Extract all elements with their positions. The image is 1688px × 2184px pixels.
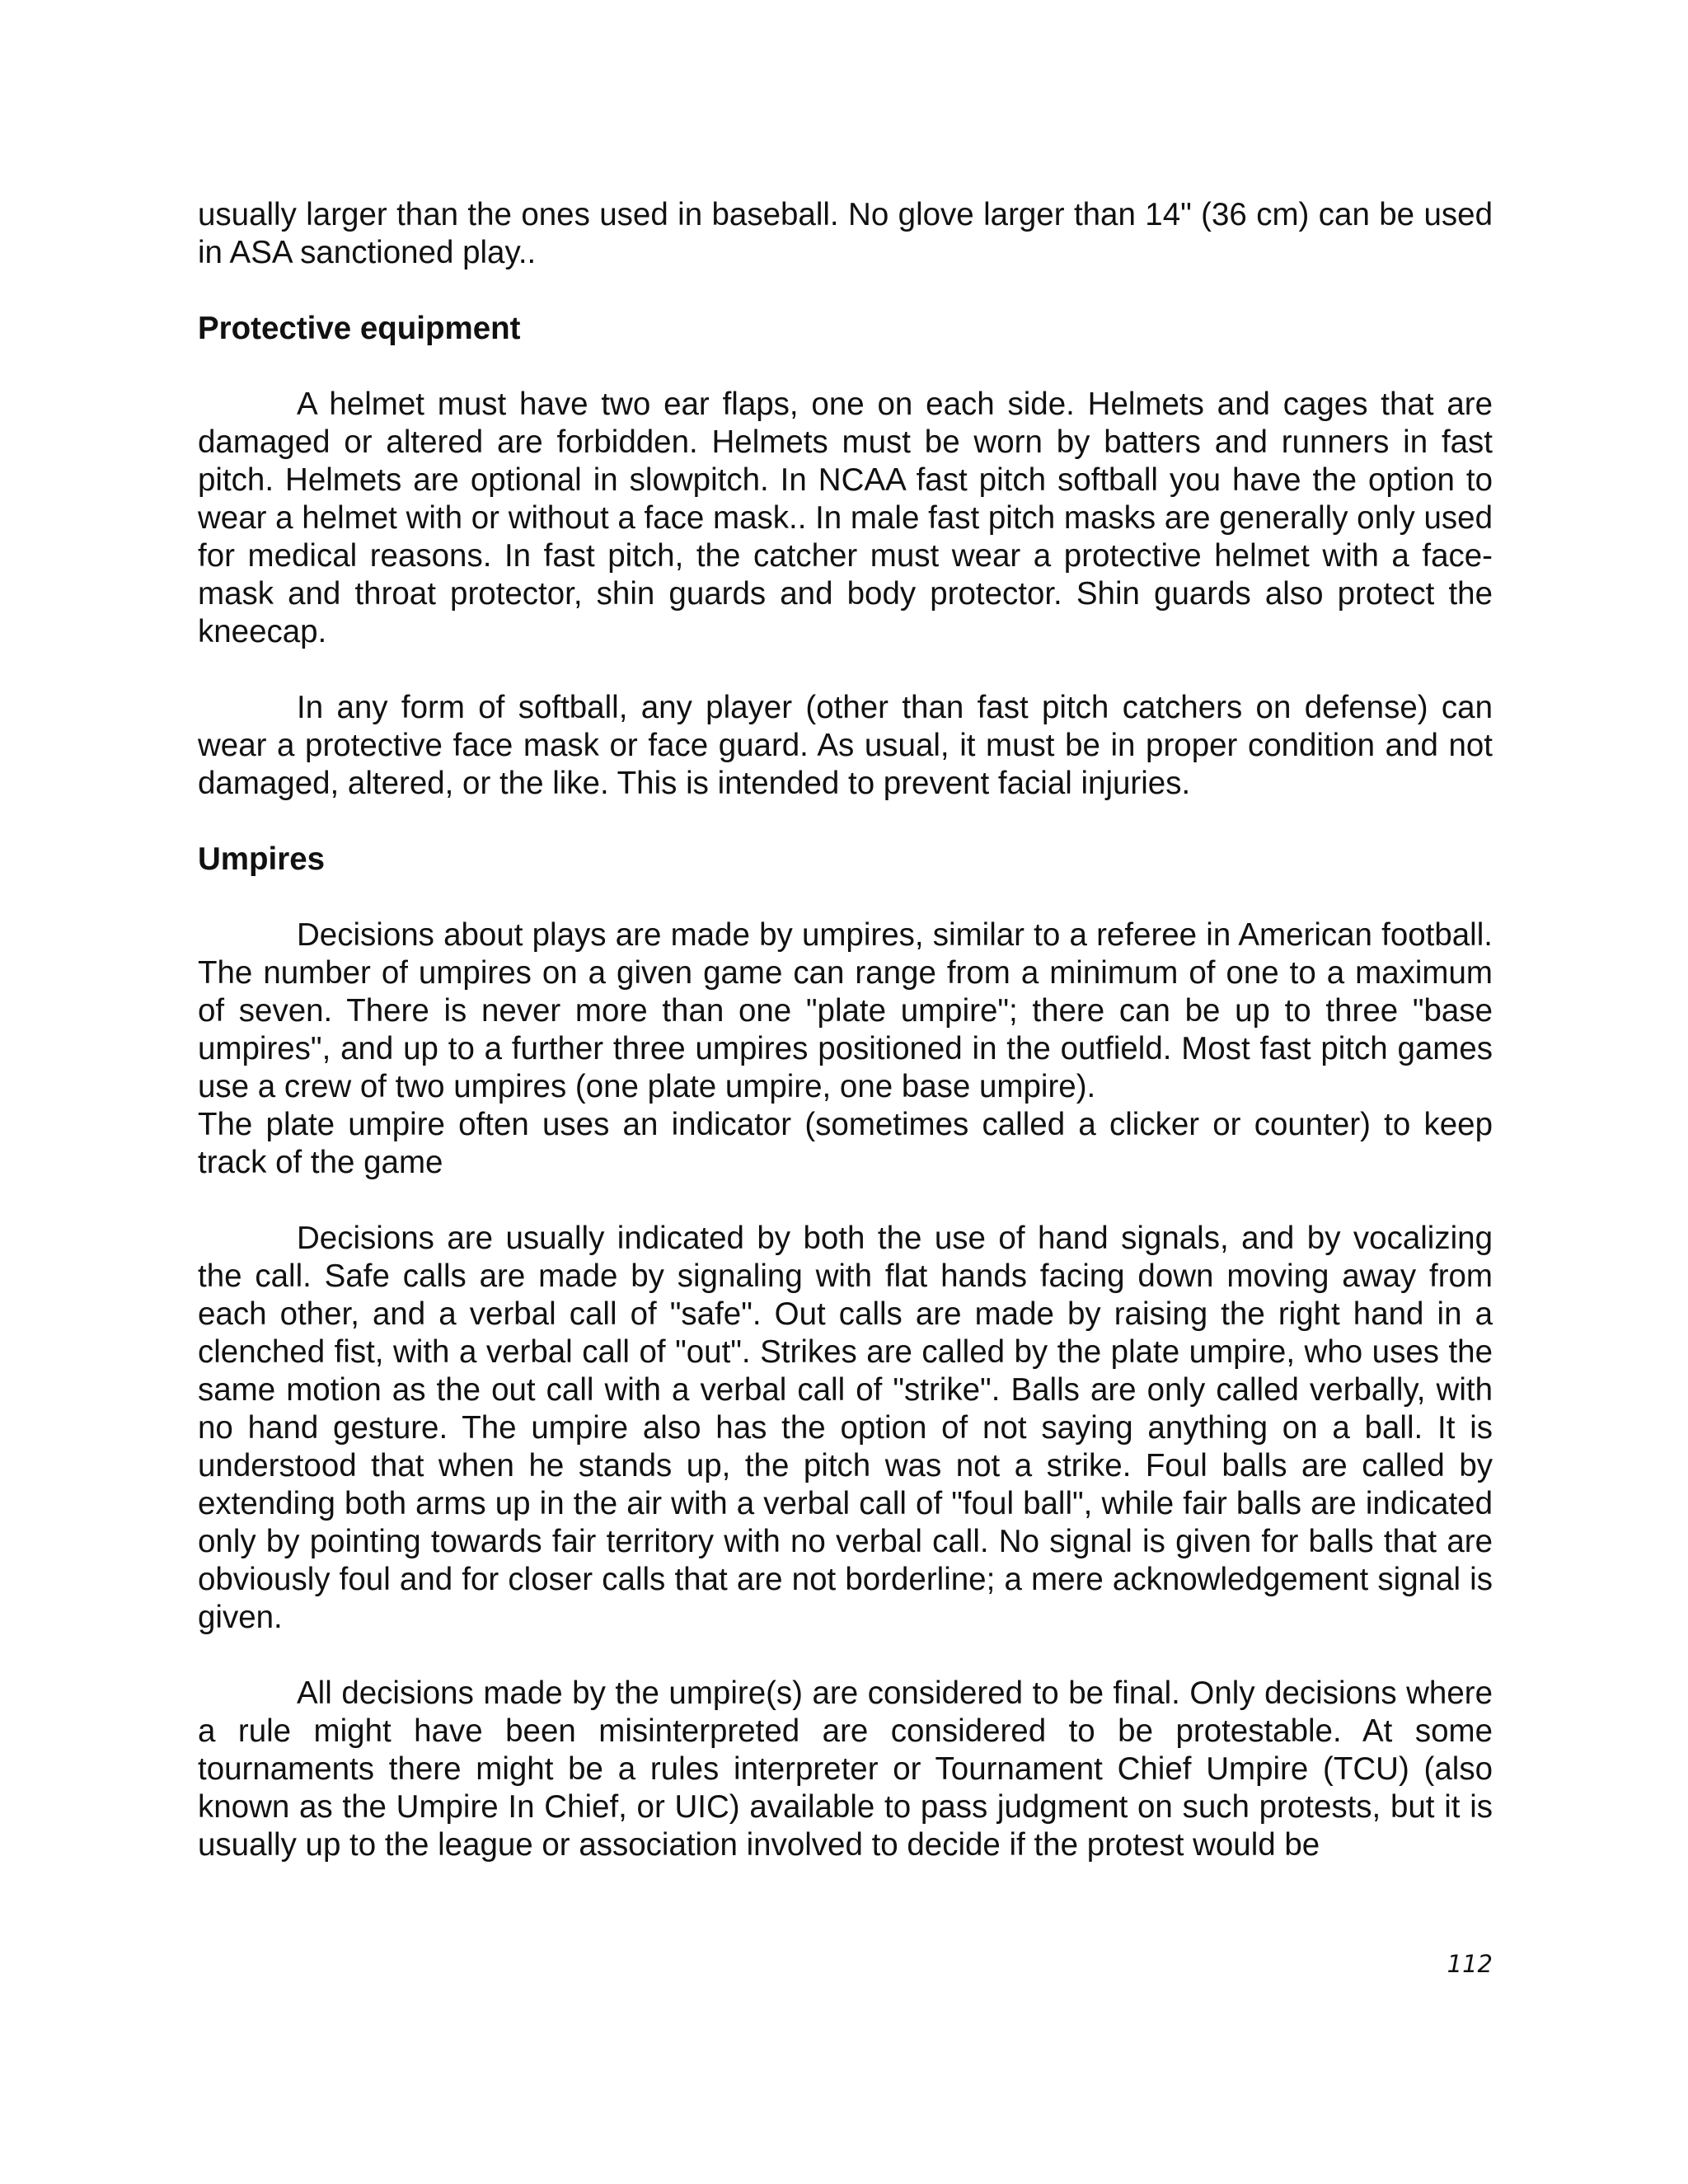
paragraph-indicator: The plate umpire often uses an indicator (sometimes called a clicker or counter) to keep track of the game	[198, 1107, 1493, 1180]
section-heading-protective-equipment: Protective equipment	[198, 311, 521, 346]
page-number: 112	[1447, 1950, 1493, 1978]
paragraph-hand-signals: Decisions are usually indicated by both the use of hand signals, and by vocalizing the call. Safe calls are made by signaling with flat hands facing down moving away from each other, and a verbal call of "safe". Out calls are made by raising the right hand in a clenched fist, with a verbal call of "out". Strikes are called by the plate umpire, who uses the same motion as the out call with a verbal call of "strike". Balls are only called verbally, with no hand gesture. The umpire also has the option of not saying anything on a ball. It is understood that when he stands up, the pitch was not a strike. Foul balls are called by extending both arms up in the air with a verbal call of "foul ball", while fair balls are indicated only by pointing towards fair territory with no verbal call. No signal is given for balls that are obviously foul and for closer calls that are not borderline; a mere acknowledgement signal is given.	[198, 1221, 1493, 1635]
paragraph-helmet-rules: A helmet must have two ear flaps, one on each side. Helmets and cages that are damaged or altered are forbidden. Helmets must be worn by batters and runners in fast pitch. Helmets are optional in slowpitch. In NCAA fast pitch softball you have the option to wear a helmet with or without a face mask.. In male fast pitch masks are generally only used for medical reasons. In fast pitch, the catcher must wear a protective helmet with a face-mask and throat protector, shin guards and body protector. Shin guards also protect the kneecap.	[198, 387, 1493, 649]
continuation-paragraph: usually larger than the ones used in baseball. No glove larger than 14" (36 cm) can be used in ASA sanctioned play..	[198, 197, 1493, 270]
paragraph-umpire-crew: Decisions about plays are made by umpires, similar to a referee in American football. The number of umpires on a given game can range from a minimum of one to a maximum of seven. There is never more than one "plate umpire"; there can be up to three "base umpires", and up to a further three umpires positioned in the outfield. Most fast pitch games use a crew of two umpires (one plate umpire, one base umpire).	[198, 917, 1493, 1104]
paragraph-face-mask: In any form of softball, any player (other than fast pitch catchers on defense) can wear a protective face mask or face guard. As usual, it must be in proper condition and not damaged, altered, or the like. This is intended to prevent facial injuries.	[198, 690, 1493, 801]
document-page	[198, 196, 1493, 1864]
paragraph-final-decisions: All decisions made by the umpire(s) are considered to be final. Only decisions where a rule might have been misinterpreted are considered to be protestable. At some tournaments there might be a rules interpreter or Tournament Chief Umpire (TCU) (also known as the Umpire In Chief, or UIC) available to pass judgment on such protests, but it is usually up to the league or association involved to decide if the protest would be	[198, 1675, 1493, 1863]
section-heading-umpires: Umpires	[198, 841, 326, 877]
